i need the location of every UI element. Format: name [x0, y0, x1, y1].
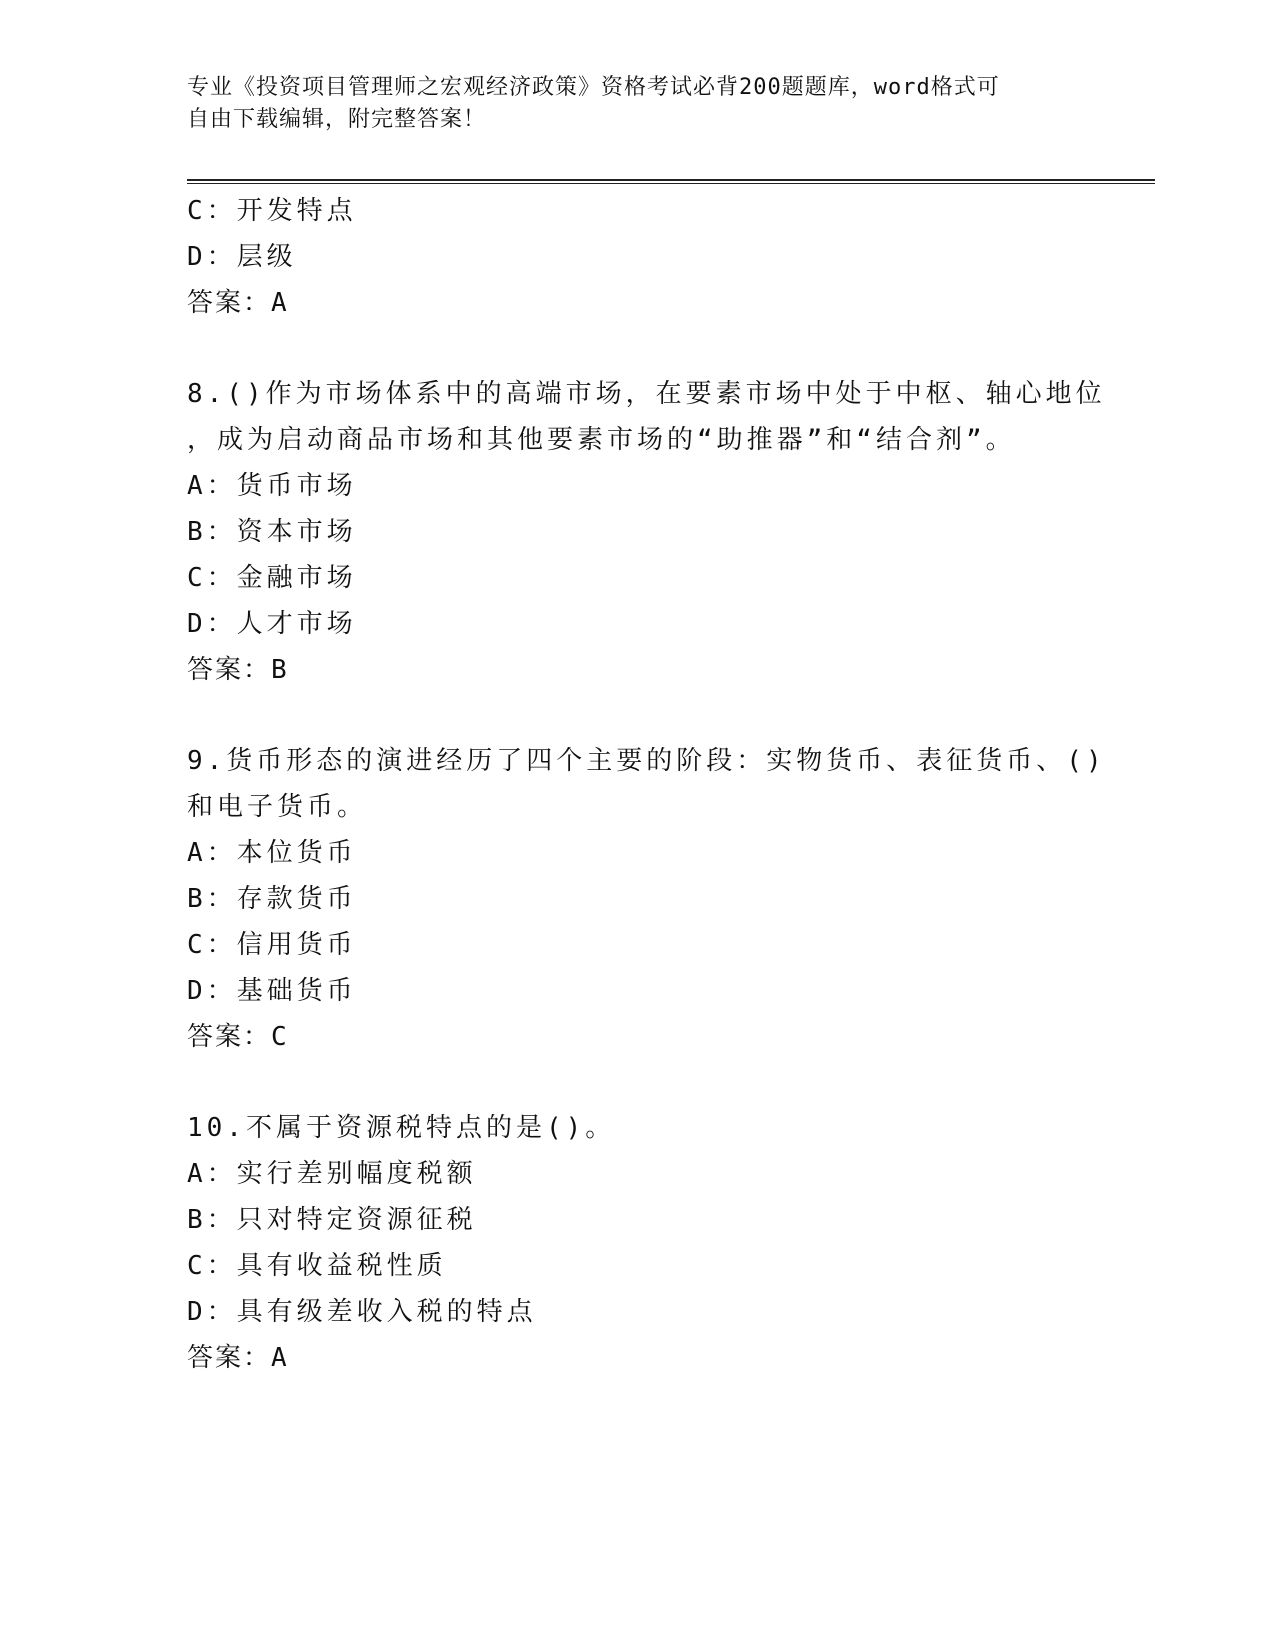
answer-value: A [271, 288, 287, 318]
answer-line [187, 647, 1087, 693]
option-d: D：基础货币 [187, 976, 357, 1006]
option-d: D：人才市场 [187, 609, 357, 639]
question-10 [187, 1105, 1087, 1381]
answer-line [187, 280, 1087, 326]
answer-label: 答案： [187, 1343, 272, 1373]
header-line-1: 专业《投资项目管理师之宏观经济政策》资格考试必背200题题库，word格式可 [187, 75, 1000, 100]
question-stem: 9.货币形态的演进经历了四个主要的阶段：实物货币、表征货币、() [187, 746, 1106, 776]
option-c: C：开发特点 [187, 196, 357, 226]
page-header [187, 72, 1067, 136]
header-divider [187, 179, 1155, 184]
option-a: A：本位货币 [187, 838, 357, 868]
answer-label: 答案： [187, 655, 272, 685]
answer-value: B [271, 655, 287, 685]
option-b: B：只对特定资源征税 [187, 1205, 477, 1235]
answer-label: 答案： [187, 1022, 272, 1052]
option-b: B：存款货币 [187, 884, 357, 914]
answer-value: C [271, 1022, 287, 1052]
option-c: C：信用货币 [187, 930, 357, 960]
header-line-2: 自由下载编辑，附完整答案！ [187, 107, 487, 132]
option-d: D：层级 [187, 242, 297, 272]
question-stem: 和电子货币。 [187, 792, 368, 822]
question-stem: 8.()作为市场体系中的高端市场，在要素市场中处于中枢、轴心地位 [187, 379, 1106, 409]
question-8 [187, 371, 1106, 693]
option-c: C：金融市场 [187, 563, 357, 593]
option-c: C：具有收益税性质 [187, 1251, 447, 1281]
question-7-continued [187, 188, 1087, 326]
option-b: B：资本市场 [187, 517, 357, 547]
answer-line [187, 1335, 1087, 1381]
question-stem: ，成为启动商品市场和其他要素市场的“助推器”和“结合剂”。 [187, 425, 1016, 455]
option-a: A：货币市场 [187, 471, 357, 501]
option-d: D：具有级差收入税的特点 [187, 1297, 537, 1327]
answer-label: 答案： [187, 288, 272, 318]
document-body [187, 188, 1106, 1381]
question-stem: 10.不属于资源税特点的是()。 [187, 1113, 616, 1143]
answer-line [187, 1014, 1087, 1060]
answer-value: A [271, 1343, 287, 1373]
question-9 [187, 738, 1106, 1060]
option-a: A：实行差别幅度税额 [187, 1159, 477, 1189]
